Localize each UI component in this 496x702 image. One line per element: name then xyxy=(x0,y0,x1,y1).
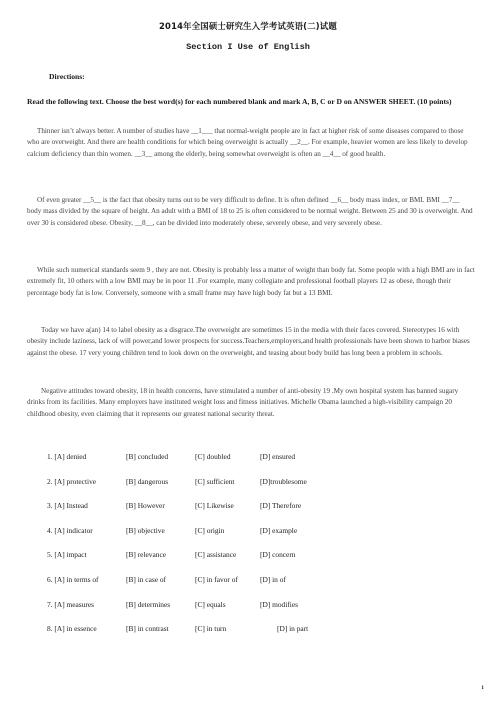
directions-text: Read the following text. Choose the best word(s) for each numbered blank and mark A, B, C or D on ANSWER SHEET. (10 points) xyxy=(27,97,452,106)
option-row xyxy=(47,600,467,625)
option-row xyxy=(47,624,467,649)
option-c: [C] Likewise xyxy=(195,501,234,511)
option-c: [C] sufficient xyxy=(195,476,235,486)
option-b: [B] in contrast xyxy=(126,624,169,634)
option-c: [C] doubled xyxy=(195,452,231,461)
exam-title: 2014年全国硕士研究生入学考试英语(二)试题 xyxy=(159,21,337,31)
option-d: [D] example xyxy=(260,525,298,535)
option-d: [D] Therefore xyxy=(260,501,302,511)
option-c: [C] in turn xyxy=(195,624,227,634)
option-c: [C] assistance xyxy=(195,550,237,560)
option-row xyxy=(47,452,467,477)
option-b: [B] concluded xyxy=(126,452,169,461)
option-a: 6. [A] in terms of xyxy=(47,574,99,584)
option-d: [D] concern xyxy=(260,550,296,560)
option-a: 3. [A] Instead xyxy=(47,501,88,511)
option-row xyxy=(47,526,467,551)
option-d: [D] modifies xyxy=(260,599,298,609)
option-c: [C] equals xyxy=(195,599,226,609)
paragraph-1: Thinner isn’t always better. A number of studies have __1___ that normal-weight people are in fact at higher risk of some diseases compared to those who are overweight. And there are health conditions for which being overweight is actually __2__. For example, heavier women are less likely to develop calcium deficiency than thin women. __3__ among the elderly, being somewhat overweight is often an __4__ of good health. xyxy=(27,127,468,158)
option-c: [C] origin xyxy=(195,525,225,535)
option-d: [D] in of xyxy=(260,574,286,584)
option-d: [D]troublesome xyxy=(260,476,307,486)
option-row xyxy=(47,477,467,502)
section-heading: Section I Use of English xyxy=(186,42,310,52)
option-a: 5. [A] impact xyxy=(47,550,87,560)
option-a: 1. [A] denied xyxy=(47,452,87,461)
option-b: [B] in case of xyxy=(126,574,167,584)
directions-label: Directions: xyxy=(49,72,85,81)
option-row xyxy=(47,501,467,526)
option-row xyxy=(47,575,467,600)
option-row xyxy=(47,550,467,575)
option-a: 2. [A] protective xyxy=(47,476,97,486)
option-b: [B] relevance xyxy=(126,550,167,560)
paragraph-3: While such numerical standards seem 9 , they are not. Obesity is probably less a matter of weight than body fat. Some people with a high BMI are in fact extremely fit, 10 others with a low BMI may be in poor 11 .For example, many collegiate and professional football players 12 as obese, though their percentage body fat is low. Conversely, someone with a small frame may have high body fat but a 13 BMI. xyxy=(27,266,475,297)
option-c: [C] in favor of xyxy=(195,574,238,584)
option-a: 7. [A] measures xyxy=(47,599,94,609)
option-d: [D] in part xyxy=(277,624,309,634)
option-b: [B] However xyxy=(126,501,165,511)
option-a: 4. [A] indicator xyxy=(47,525,93,535)
option-b: [B] determines xyxy=(126,599,171,609)
option-b: [B] objective xyxy=(126,525,165,535)
page-number: 1 xyxy=(481,685,484,691)
option-a: 8. [A] in essence xyxy=(47,624,97,634)
paragraph-2: Of even greater __5__ is the fact that obesity turns out to be very difficult to define. It is often defined __6__ body mass index, or BMI. BMI __7__ body mass divided by the square of height. An adult with a BMI of 18 to 25 is often considered to be normal weight. Between 25 and 30 is overweight. And over 30 is considered obese. Obesity, __8__, can be divided into moderately obese, severely obese, and very severely obese. xyxy=(27,196,473,227)
paragraph-5: Negative attitudes toward obesity, 18 in health concerns, have stimulated a number of anti-obesity 19 .My own hospital system has banned sugary drinks from its facilities. Many employers have instituted weight loss and fitness initiatives. Michelle Obama launched a high-visibility campaign 20 childhood obesity, even claiming that it represents our greatest national security threat. xyxy=(27,387,459,418)
option-d: [D] ensured xyxy=(260,452,296,461)
answer-options xyxy=(47,452,467,649)
option-b: [B] dangerous xyxy=(126,476,169,486)
paragraph-4: Today we have a(an) 14 to label obesity as a disgrace.The overweight are sometimes 15 in the media with their faces covered. Stereotypes 16 with obesity include laziness, lack of will power,and lower prospects for success.Teachers,employers,and health professionals have been shown to harbor biases against the obese. 17 very young children tend to look down on the overweight, and teasing about body build has long been a problem in schools. xyxy=(27,326,470,357)
